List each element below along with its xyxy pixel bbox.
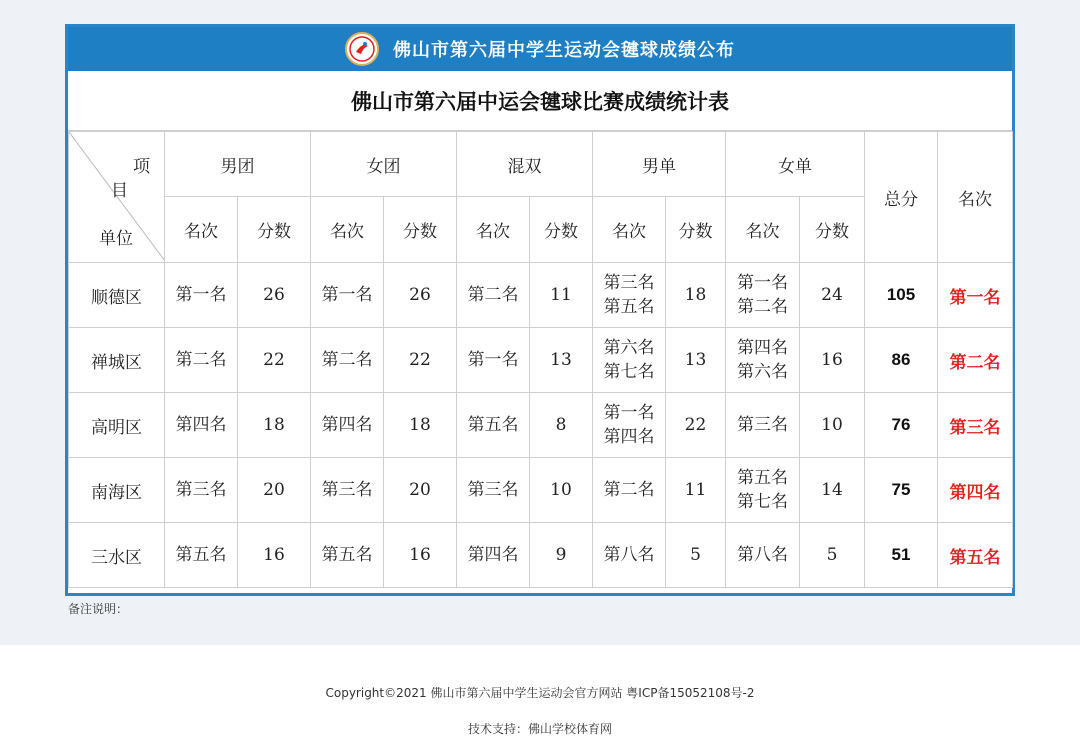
- event-rank-text: 第二名: [737, 297, 788, 317]
- total-cell: 75: [865, 458, 938, 523]
- event-score-cell: 10: [530, 458, 593, 523]
- event-rank-text: 第四名: [321, 415, 373, 435]
- event-rank-cell: [593, 458, 666, 523]
- event-rank-cell: [593, 263, 666, 328]
- remarks: 备注说明：: [68, 602, 129, 616]
- event-score-cell: 5: [800, 523, 865, 588]
- event-score-cell: 5: [666, 523, 726, 588]
- score-subheader: 分数: [384, 197, 457, 263]
- event-rank-cell: [165, 393, 238, 458]
- table-row: [69, 328, 1013, 393]
- event-rank-cell: [726, 458, 800, 523]
- table-title: 佛山市第六届中运会毽球比赛成绩统计表: [68, 71, 1012, 131]
- final-rank-cell: 第三名: [938, 393, 1013, 458]
- event-score-cell: 16: [238, 523, 311, 588]
- total-cell: 86: [865, 328, 938, 393]
- total-header: 总分: [865, 132, 938, 263]
- table-row: [69, 458, 1013, 523]
- unit-cell: 高明区: [69, 393, 165, 458]
- event-rank-text: 第八名: [603, 545, 655, 565]
- unit-cell: 三水区: [69, 523, 165, 588]
- final-rank-header: 名次: [938, 132, 1013, 263]
- event-rank-cell: [165, 328, 238, 393]
- event-rank-cell: [457, 523, 530, 588]
- score-subheader: 分数: [238, 197, 311, 263]
- event-score-cell: 11: [666, 458, 726, 523]
- event-score-cell: 22: [384, 328, 457, 393]
- event-rank-cell: [593, 523, 666, 588]
- rank-subheader: 名次: [311, 197, 384, 263]
- games-emblem-icon: [345, 32, 379, 66]
- event-score-cell: 8: [530, 393, 593, 458]
- event-rank-cell: [593, 328, 666, 393]
- event-header: 女团: [311, 132, 457, 197]
- event-rank-cell: [311, 523, 384, 588]
- corner-item-label: 项: [133, 157, 150, 177]
- event-rank-text: 第七名: [603, 362, 655, 382]
- event-rank-text: 第一名: [603, 403, 655, 423]
- table-row: [69, 263, 1013, 328]
- footer: [0, 645, 1080, 754]
- event-header: 混双: [457, 132, 593, 197]
- event-score-cell: 26: [384, 263, 457, 328]
- banner-title: 佛山市第六届中学生运动会毽球成绩公布: [393, 40, 735, 61]
- total-cell: 51: [865, 523, 938, 588]
- event-score-cell: 20: [384, 458, 457, 523]
- event-rank-text: 第四名: [737, 338, 788, 358]
- rank-subheader: 名次: [726, 197, 800, 263]
- corner-unit-label: 单位: [99, 229, 133, 249]
- total-cell: 105: [865, 263, 938, 328]
- event-rank-text: 第一名: [321, 285, 373, 305]
- event-rank-text: 第二名: [175, 350, 227, 370]
- event-rank-text: 第六名: [603, 338, 655, 358]
- corner-header: [69, 132, 165, 263]
- corner-item-label-2: 目: [111, 181, 128, 201]
- event-rank-text: 第五名: [737, 468, 788, 488]
- event-rank-cell: [457, 328, 530, 393]
- table-row: [69, 393, 1013, 458]
- event-rank-text: 第二名: [467, 285, 519, 305]
- final-rank-cell: 第五名: [938, 523, 1013, 588]
- event-rank-text: 第三名: [321, 480, 373, 500]
- event-rank-text: 第三名: [603, 273, 655, 293]
- score-subheader: 分数: [800, 197, 865, 263]
- banner: [68, 27, 1012, 71]
- event-rank-text: 第四名: [175, 415, 227, 435]
- event-score-cell: 13: [530, 328, 593, 393]
- event-score-cell: 26: [238, 263, 311, 328]
- event-score-cell: 9: [530, 523, 593, 588]
- table-row: [69, 523, 1013, 588]
- event-rank-cell: [726, 328, 800, 393]
- event-rank-cell: [311, 263, 384, 328]
- event-score-cell: 13: [666, 328, 726, 393]
- event-rank-text: 第五名: [603, 297, 655, 317]
- event-header: 女单: [726, 132, 865, 197]
- event-score-cell: 10: [800, 393, 865, 458]
- event-rank-cell: [165, 458, 238, 523]
- event-rank-text: 第一名: [467, 350, 519, 370]
- event-score-cell: 18: [238, 393, 311, 458]
- event-rank-cell: [165, 263, 238, 328]
- event-rank-text: 第七名: [737, 492, 788, 512]
- event-score-cell: 14: [800, 458, 865, 523]
- rank-subheader: 名次: [457, 197, 530, 263]
- event-rank-text: 第一名: [175, 285, 227, 305]
- event-rank-text: 第六名: [737, 362, 788, 382]
- event-rank-text: 第二名: [603, 480, 655, 500]
- event-rank-text: 第三名: [737, 415, 788, 435]
- final-rank-cell: 第四名: [938, 458, 1013, 523]
- event-header: 男团: [165, 132, 311, 197]
- event-rank-text: 第三名: [467, 480, 519, 500]
- event-rank-cell: [457, 263, 530, 328]
- event-score-cell: 16: [384, 523, 457, 588]
- total-cell: 76: [865, 393, 938, 458]
- score-subheader: 分数: [666, 197, 726, 263]
- event-score-cell: 24: [800, 263, 865, 328]
- event-rank-cell: [165, 523, 238, 588]
- event-rank-text: 第四名: [467, 545, 519, 565]
- event-rank-text: 第一名: [737, 273, 788, 293]
- event-score-cell: 16: [800, 328, 865, 393]
- event-score-cell: 18: [384, 393, 457, 458]
- event-rank-cell: [726, 523, 800, 588]
- event-score-cell: 18: [666, 263, 726, 328]
- rank-subheader: 名次: [593, 197, 666, 263]
- unit-cell: 南海区: [69, 458, 165, 523]
- score-subheader: 分数: [530, 197, 593, 263]
- footer-copyright: Copyright©2021 佛山市第六届中学生运动会官方网站 粤ICP备15052108号-2: [325, 686, 755, 700]
- event-score-cell: 22: [666, 393, 726, 458]
- event-score-cell: 11: [530, 263, 593, 328]
- final-rank-cell: 第一名: [938, 263, 1013, 328]
- event-rank-cell: [311, 458, 384, 523]
- event-rank-cell: [726, 263, 800, 328]
- event-rank-cell: [457, 393, 530, 458]
- final-rank-cell: 第二名: [938, 328, 1013, 393]
- event-rank-text: 第八名: [737, 545, 788, 565]
- rank-subheader: 名次: [165, 197, 238, 263]
- unit-cell: 禅城区: [69, 328, 165, 393]
- event-rank-text: 第二名: [321, 350, 373, 370]
- event-rank-cell: [593, 393, 666, 458]
- event-score-cell: 22: [238, 328, 311, 393]
- event-rank-text: 第五名: [321, 545, 373, 565]
- event-rank-cell: [457, 458, 530, 523]
- event-score-cell: 20: [238, 458, 311, 523]
- event-rank-text: 第五名: [175, 545, 227, 565]
- event-header: 男单: [593, 132, 726, 197]
- event-rank-cell: [311, 393, 384, 458]
- results-panel: [65, 24, 1015, 596]
- unit-cell: 顺德区: [69, 263, 165, 328]
- event-rank-cell: [311, 328, 384, 393]
- event-rank-text: 第三名: [175, 480, 227, 500]
- results-table: [68, 131, 1013, 588]
- event-rank-text: 第五名: [467, 415, 519, 435]
- event-rank-cell: [726, 393, 800, 458]
- footer-support: 技术支持：佛山学校体育网: [467, 722, 612, 736]
- event-rank-text: 第四名: [603, 427, 655, 447]
